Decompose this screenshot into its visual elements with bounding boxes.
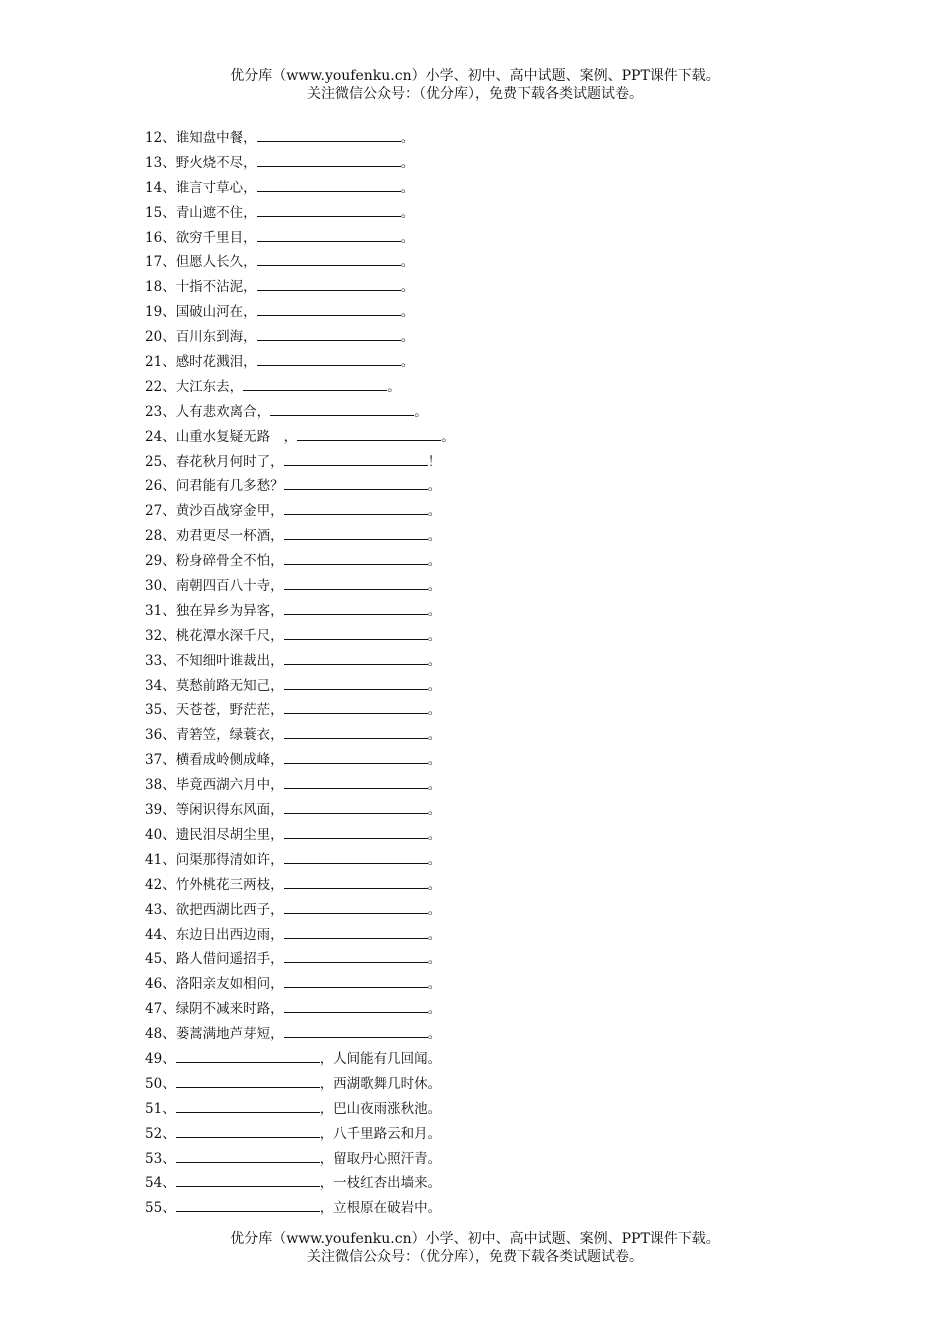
- question-number: 26: [145, 478, 163, 495]
- question-text-after: 。: [427, 578, 442, 595]
- question-text-before: 谁言寸草心，: [175, 179, 257, 196]
- question-text-after: 。: [387, 378, 401, 395]
- question-number: 22: [145, 378, 163, 395]
- question-number: 38: [145, 777, 163, 794]
- answer-blank[interactable]: [284, 899, 428, 914]
- number-separator: 、: [162, 503, 176, 520]
- question-item: [145, 126, 455, 151]
- answer-blank[interactable]: [176, 1073, 320, 1088]
- question-item: [145, 1022, 455, 1047]
- question-item: [145, 823, 455, 848]
- question-item: [145, 300, 455, 325]
- answer-blank[interactable]: [284, 874, 428, 889]
- question-text-after: ，巴山夜雨涨秋池。: [319, 1100, 442, 1117]
- number-separator: 、: [162, 1150, 176, 1167]
- number-separator: 、: [162, 329, 176, 346]
- question-text-after: 。: [427, 826, 442, 843]
- answer-blank[interactable]: [284, 774, 428, 789]
- number-separator: 、: [162, 976, 176, 993]
- question-text-before: 粉身碎骨全不怕，: [175, 553, 284, 570]
- number-separator: 、: [162, 702, 176, 719]
- question-item: [145, 400, 455, 425]
- answer-blank[interactable]: [284, 525, 428, 540]
- question-text-after: 。: [427, 528, 442, 545]
- question-text-after: 。: [414, 403, 428, 420]
- question-text-before: 遗民泪尽胡尘里，: [175, 826, 284, 843]
- answer-blank[interactable]: [284, 724, 428, 739]
- question-text-before: 等闲识得东风面，: [175, 802, 284, 819]
- question-text-after: 。: [441, 428, 455, 445]
- answer-blank[interactable]: [284, 1023, 428, 1038]
- question-number: 29: [145, 553, 163, 570]
- number-separator: 、: [162, 553, 176, 570]
- question-text-before: 桃花潭水深千尺，: [175, 627, 284, 644]
- number-separator: 、: [162, 154, 176, 171]
- number-separator: 、: [162, 304, 176, 321]
- question-item: [145, 748, 455, 773]
- question-text-after: 。: [400, 130, 415, 146]
- answer-blank[interactable]: [257, 127, 401, 142]
- question-text-after: 。: [427, 802, 442, 819]
- question-item: [145, 275, 455, 300]
- number-separator: 、: [162, 403, 176, 420]
- number-separator: 、: [162, 652, 176, 669]
- question-text-after: 。: [400, 304, 415, 321]
- question-number: 33: [145, 652, 163, 669]
- footer-line-1: 优分库（www.youfenku.cn）小学、初中、高中试题、案例、PPT课件下载。: [230, 1231, 720, 1247]
- answer-blank[interactable]: [284, 824, 428, 839]
- number-separator: 、: [162, 1175, 176, 1192]
- number-separator: 、: [162, 1100, 176, 1117]
- answer-blank[interactable]: [284, 550, 428, 565]
- answer-blank[interactable]: [284, 849, 428, 864]
- number-separator: 、: [162, 254, 176, 271]
- number-separator: 、: [162, 478, 176, 495]
- number-separator: 、: [162, 1001, 176, 1018]
- number-separator: 、: [162, 204, 176, 221]
- question-number: 28: [145, 528, 163, 545]
- answer-blank[interactable]: [176, 1098, 320, 1113]
- question-text-after: 。: [400, 279, 415, 296]
- answer-blank[interactable]: [257, 202, 401, 217]
- page-header: [0, 67, 950, 103]
- answer-blank[interactable]: [176, 1197, 320, 1212]
- question-item: [145, 947, 455, 972]
- answer-blank[interactable]: [284, 451, 428, 466]
- question-item: [145, 997, 455, 1022]
- question-text-before: 独在异乡为异客，: [175, 602, 284, 619]
- question-text-after: 。: [400, 229, 415, 246]
- question-text-after: 。: [427, 727, 442, 744]
- question-text-after: 。: [427, 652, 442, 669]
- question-item: [145, 325, 455, 350]
- question-number: 46: [145, 976, 163, 993]
- question-item: [145, 923, 455, 948]
- question-item: [145, 1097, 455, 1122]
- question-item: [145, 151, 455, 176]
- number-separator: 、: [162, 528, 176, 545]
- question-text-after: 。: [427, 951, 442, 968]
- question-text-after: 。: [400, 354, 415, 371]
- question-item: [145, 350, 455, 375]
- question-number: 54: [145, 1175, 163, 1192]
- question-number: 31: [145, 602, 163, 619]
- question-item: [145, 898, 455, 923]
- question-item: [145, 524, 455, 549]
- question-number: 39: [145, 802, 163, 819]
- number-separator: 、: [162, 453, 176, 470]
- question-text-before: 南朝四百八十寺，: [175, 578, 284, 595]
- page-footer: [0, 1230, 950, 1266]
- question-text-before: 路人借问遥招手，: [175, 951, 284, 968]
- number-separator: 、: [162, 378, 176, 395]
- question-number: 12: [145, 130, 163, 146]
- question-item: [145, 624, 455, 649]
- question-number: 55: [145, 1200, 163, 1217]
- answer-blank[interactable]: [257, 276, 401, 291]
- question-number: 19: [145, 304, 163, 321]
- question-item: [145, 798, 455, 823]
- question-text-after: ，人间能有几回闻。: [319, 1050, 442, 1067]
- question-number: 50: [145, 1075, 163, 1092]
- answer-blank[interactable]: [284, 948, 428, 963]
- answer-blank[interactable]: [284, 500, 428, 515]
- header-line-2: 关注微信公众号：（优分库），免费下载各类试题试卷。: [307, 86, 643, 102]
- answer-blank[interactable]: [176, 1148, 320, 1163]
- answer-blank[interactable]: [284, 625, 428, 640]
- question-number: 27: [145, 503, 163, 520]
- number-separator: 、: [162, 802, 176, 819]
- question-number: 35: [145, 702, 163, 719]
- question-text-after: 。: [427, 976, 442, 993]
- question-text-after: 。: [400, 329, 415, 346]
- answer-blank[interactable]: [257, 301, 401, 316]
- answer-blank[interactable]: [284, 799, 428, 814]
- footer-line-2: 关注微信公众号：（优分库），免费下载各类试题试卷。: [307, 1249, 643, 1265]
- question-text-before: 青箬笠，绿蓑衣，: [175, 727, 284, 744]
- question-item: [145, 1196, 455, 1221]
- question-number: 23: [145, 403, 163, 420]
- question-number: 36: [145, 727, 163, 744]
- number-separator: 、: [162, 279, 176, 296]
- number-separator: 、: [162, 1200, 176, 1217]
- question-text-after: 。: [427, 1026, 442, 1043]
- question-text-after: 。: [427, 677, 442, 694]
- question-number: 43: [145, 901, 163, 918]
- question-number: 40: [145, 826, 163, 843]
- question-text-before: 横看成岭侧成峰，: [175, 752, 284, 769]
- answer-blank[interactable]: [284, 699, 428, 714]
- number-separator: 、: [162, 1050, 176, 1067]
- question-text-before: 不知细叶谁裁出，: [175, 652, 284, 669]
- question-text-before: 绿阴不减来时路，: [175, 1001, 284, 1018]
- question-text-before: 山重水复疑无路 ，: [175, 428, 298, 445]
- number-separator: 、: [162, 727, 176, 744]
- number-separator: 、: [162, 677, 176, 694]
- answer-blank[interactable]: [284, 973, 428, 988]
- question-text-after: 。: [427, 851, 442, 868]
- question-text-before: 竹外桃花三两枝，: [175, 876, 284, 893]
- question-item: [145, 574, 455, 599]
- question-number: 13: [145, 154, 163, 171]
- question-text-after: 。: [427, 876, 442, 893]
- question-item: [145, 873, 455, 898]
- answer-blank[interactable]: [257, 177, 401, 192]
- question-text-after: ，立根原在破岩中。: [319, 1200, 442, 1217]
- question-text-before: 黄沙百战穿金甲，: [175, 503, 284, 520]
- question-item: [145, 226, 455, 251]
- question-number: 37: [145, 752, 163, 769]
- question-text-before: 十指不沾泥，: [175, 279, 257, 296]
- question-text-after: 。: [427, 503, 442, 520]
- question-number: 48: [145, 1026, 163, 1043]
- question-text-after: 。: [400, 154, 415, 171]
- question-item: [145, 1147, 455, 1172]
- question-item: [145, 773, 455, 798]
- question-text-after: ，西湖歌舞几时休。: [319, 1075, 442, 1092]
- question-number: 17: [145, 254, 163, 271]
- answer-blank[interactable]: [176, 1048, 320, 1063]
- question-number: 30: [145, 578, 163, 595]
- question-item: [145, 1171, 455, 1196]
- answer-blank[interactable]: [284, 675, 428, 690]
- question-number: 20: [145, 329, 163, 346]
- question-item: [145, 375, 455, 400]
- number-separator: 、: [162, 1125, 176, 1142]
- question-item: [145, 972, 455, 997]
- number-separator: 、: [162, 179, 176, 196]
- answer-blank[interactable]: [257, 251, 401, 266]
- answer-blank[interactable]: [284, 575, 428, 590]
- question-text-before: 欲把西湖比西子，: [175, 901, 284, 918]
- header-line-1: 优分库（www.youfenku.cn）小学、初中、高中试题、案例、PPT课件下载。: [230, 68, 720, 84]
- question-text-after: 。: [427, 752, 442, 769]
- question-item: [145, 1122, 455, 1147]
- question-text-before: 谁知盘中餐，: [175, 130, 257, 146]
- question-number: 51: [145, 1100, 163, 1117]
- question-text-after: ，八千里路云和月。: [319, 1125, 442, 1142]
- question-item: [145, 250, 455, 275]
- question-item: [145, 499, 455, 524]
- answer-blank[interactable]: [284, 924, 428, 939]
- question-number: 52: [145, 1125, 163, 1142]
- number-separator: 、: [162, 1075, 176, 1092]
- question-text-before: 青山遮不住，: [175, 204, 257, 221]
- question-number: 47: [145, 1001, 163, 1018]
- answer-blank[interactable]: [257, 326, 401, 341]
- question-text-before: 人有悲欢离合，: [175, 403, 271, 420]
- answer-blank[interactable]: [284, 749, 428, 764]
- question-number: 18: [145, 279, 163, 296]
- number-separator: 、: [162, 627, 176, 644]
- question-text-before: 春花秋月何时了，: [175, 453, 284, 470]
- question-item: [145, 674, 455, 699]
- question-text-before: 但愿人长久，: [175, 254, 257, 271]
- number-separator: 、: [162, 926, 176, 943]
- question-text-before: 大江东去，: [175, 378, 244, 395]
- question-item: [145, 425, 455, 450]
- question-text-before: 问渠那得清如许，: [175, 851, 284, 868]
- question-text-after: 。: [427, 602, 442, 619]
- question-number: 14: [145, 179, 163, 196]
- question-number: 53: [145, 1150, 163, 1167]
- question-text-before: 欲穷千里目，: [175, 229, 257, 246]
- question-text-before: 东边日出西边雨，: [175, 926, 284, 943]
- number-separator: 、: [162, 130, 176, 146]
- number-separator: 、: [162, 851, 176, 868]
- number-separator: 、: [162, 602, 176, 619]
- question-number: 16: [145, 229, 163, 246]
- question-text-before: 蒌蒿满地芦芽短，: [175, 1026, 284, 1043]
- answer-blank[interactable]: [270, 401, 414, 416]
- question-text-after: ，留取丹心照汗青。: [319, 1150, 442, 1167]
- question-number: 49: [145, 1050, 163, 1067]
- answer-blank[interactable]: [257, 351, 401, 366]
- question-item: [145, 549, 455, 574]
- number-separator: 、: [162, 876, 176, 893]
- answer-blank[interactable]: [176, 1172, 320, 1187]
- question-item: [145, 848, 455, 873]
- answer-blank[interactable]: [243, 376, 387, 391]
- answer-blank[interactable]: [257, 152, 401, 167]
- number-separator: 、: [162, 752, 176, 769]
- question-text-after: 。: [427, 478, 442, 495]
- question-item: [145, 599, 455, 624]
- number-separator: 、: [162, 826, 176, 843]
- question-number: 44: [145, 926, 163, 943]
- question-text-before: 感时花溅泪，: [175, 354, 257, 371]
- question-item: [145, 1047, 455, 1072]
- question-text-after: 。: [400, 204, 415, 221]
- number-separator: 、: [162, 1026, 176, 1043]
- question-item: [145, 450, 455, 475]
- number-separator: 、: [162, 229, 176, 246]
- question-number: 45: [145, 951, 163, 968]
- question-text-before: 毕竟西湖六月中，: [175, 777, 284, 794]
- question-item: [145, 201, 455, 226]
- question-number: 42: [145, 876, 163, 893]
- question-text-after: 。: [427, 553, 442, 570]
- question-item: [145, 698, 455, 723]
- number-separator: 、: [162, 951, 176, 968]
- question-text-before: 问君能有几多愁？: [175, 478, 284, 495]
- answer-blank[interactable]: [176, 1123, 320, 1138]
- answer-blank[interactable]: [257, 227, 401, 242]
- question-text-after: 。: [427, 777, 442, 794]
- number-separator: 、: [162, 777, 176, 794]
- question-number: 32: [145, 627, 163, 644]
- answer-blank[interactable]: [284, 650, 428, 665]
- question-text-before: 野火烧不尽，: [175, 154, 257, 171]
- question-text-after: 。: [427, 627, 442, 644]
- question-text-after: 。: [400, 179, 415, 196]
- question-number: 24: [145, 428, 163, 445]
- question-text-after: ，一枝红杏出墙来。: [319, 1175, 442, 1192]
- question-item: [145, 1072, 455, 1097]
- question-text-after: 。: [427, 901, 442, 918]
- question-text-after: 。: [427, 926, 442, 943]
- question-text-after: 。: [427, 702, 442, 719]
- question-item: [145, 474, 455, 499]
- question-text-after: 。: [427, 1001, 442, 1018]
- question-text-before: 百川东到海，: [175, 329, 257, 346]
- answer-blank[interactable]: [297, 426, 441, 441]
- number-separator: 、: [162, 354, 176, 371]
- question-text-before: 天苍苍，野茫茫，: [175, 702, 284, 719]
- question-number: 34: [145, 677, 163, 694]
- question-text-before: 劝君更尽一杯酒，: [175, 528, 284, 545]
- question-item: [145, 176, 455, 201]
- number-separator: 、: [162, 901, 176, 918]
- question-text-before: 洛阳亲友如相问，: [175, 976, 284, 993]
- question-text-before: 国破山河在，: [175, 304, 257, 321]
- question-item: [145, 649, 455, 674]
- number-separator: 、: [162, 578, 176, 595]
- question-item: [145, 723, 455, 748]
- number-separator: 、: [162, 428, 176, 445]
- question-text-before: 莫愁前路无知己，: [175, 677, 284, 694]
- answer-blank[interactable]: [284, 998, 428, 1013]
- question-list: [145, 126, 455, 1221]
- answer-blank[interactable]: [284, 475, 428, 490]
- question-text-after: 。: [400, 254, 415, 271]
- question-number: 21: [145, 354, 163, 371]
- answer-blank[interactable]: [284, 600, 428, 615]
- question-number: 41: [145, 851, 163, 868]
- question-number: 15: [145, 204, 163, 221]
- question-number: 25: [145, 453, 163, 470]
- question-text-after: ！: [427, 453, 442, 470]
